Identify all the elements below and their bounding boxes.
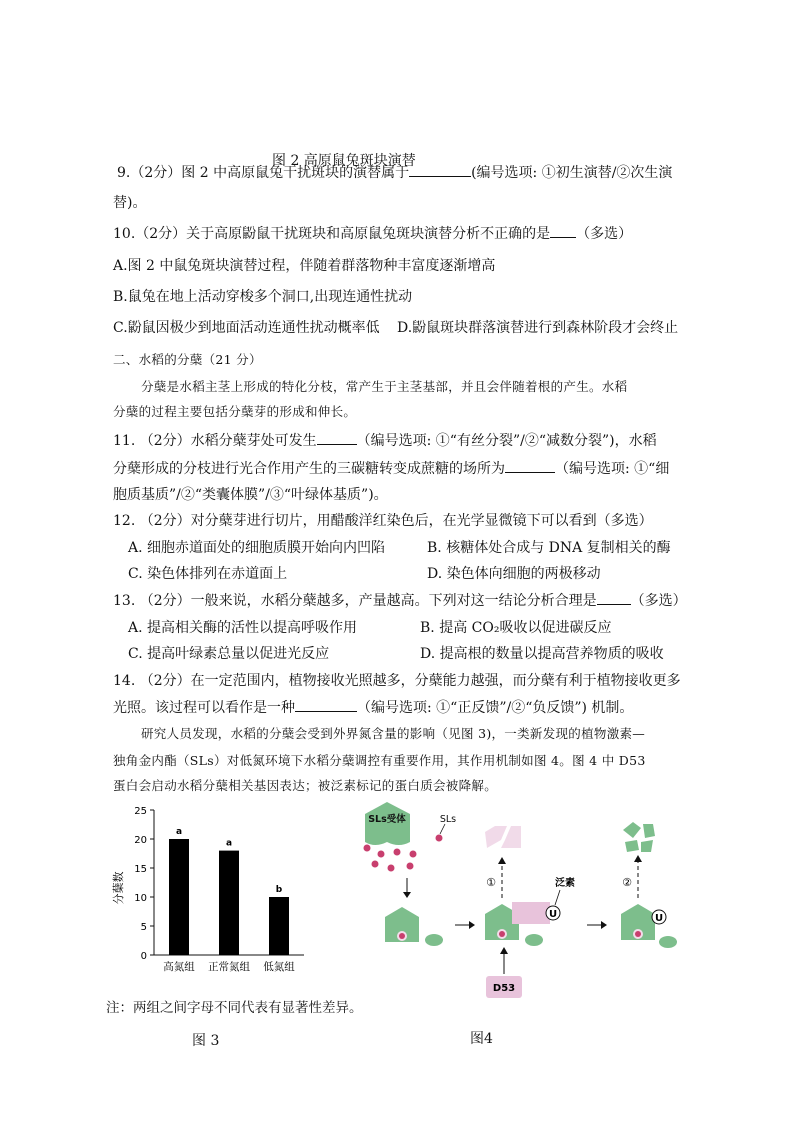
- bar-data-label: a: [225, 838, 233, 849]
- sls-bound-3: [635, 931, 641, 937]
- fragment: [625, 840, 639, 852]
- question-10-option-d: D.鼢鼠斑块群落演替进行到森林阶段才会终止: [397, 320, 679, 336]
- fragment: [641, 840, 653, 852]
- question-11-blank-1[interactable]: [317, 430, 357, 445]
- x-tick-label: 高氮组: [163, 961, 195, 973]
- research-line2: 独角金内酯（SLs）对低氮环境下水稻分蘖调控有重要作用，其作用机制如图 4。图 4 中 D53: [113, 753, 646, 768]
- bar: [169, 839, 189, 955]
- d53-protein-3: [659, 936, 677, 948]
- question-9-blank[interactable]: [409, 162, 471, 177]
- ubiquitin-ligase: [512, 902, 550, 924]
- figure-2-caption: 图 2 高原鼠兔斑块演替: [272, 153, 416, 169]
- research-line1: 研究人员发现，水稻的分蘖会受到外界氮含量的影响（见图 3)，一类新发现的植物激素—: [141, 726, 646, 741]
- figure-3-note: 注：两组之间字母不同代表有显著性差异。: [106, 1000, 363, 1016]
- question-9-line1: [117, 162, 672, 182]
- bar-data-label: a: [175, 827, 183, 837]
- figure-3-caption: 图 3: [192, 1033, 220, 1049]
- question-13-option-b: B. 提高 CO₂吸收以促进碳反应: [420, 620, 612, 636]
- section-2-title: 二、水稻的分蘖（21 分）: [113, 352, 262, 367]
- sls-dot: [410, 851, 417, 858]
- arrow-1-head: [469, 921, 475, 929]
- bar: [269, 897, 289, 955]
- figure-4-mechanism-diagram: [355, 802, 695, 1007]
- sls-dot: [378, 851, 385, 858]
- ubiquitin-pointer-line: [555, 890, 560, 905]
- chart-plot-area: [134, 806, 304, 973]
- down-arrow-head: [403, 892, 411, 898]
- question-13-option-d: D. 提高根的数量以提高营养物质的吸收: [420, 646, 664, 662]
- x-tick-label: 低氮组: [263, 961, 295, 973]
- y-axis-label: 分蘖数: [112, 871, 125, 905]
- degraded-receptor-faded: [485, 826, 521, 848]
- question-10-text-b: （多选）: [576, 226, 633, 242]
- section-2-intro-line2: 分蘖的过程主要包括分蘖芽的形成和伸长。: [113, 404, 357, 419]
- sls-dot: [436, 835, 443, 842]
- arrow-2-head: [601, 921, 607, 929]
- d53-label: D53: [492, 983, 516, 994]
- question-14-text-a: 光照。该过程可以看作是一种: [113, 700, 295, 716]
- y-tick-label: 0: [140, 951, 147, 962]
- question-11-text-a: 11. （2分）水稻分蘖芽处可发生: [113, 433, 317, 449]
- question-13-option-a: A. 提高相关酶的活性以提高呼吸作用: [128, 620, 358, 636]
- question-11-line3: 胞质基质”/②“类囊体膜”/③“叶绿体基质”)。: [113, 487, 388, 503]
- question-13-text-b: （多选）: [630, 593, 687, 609]
- bar: [219, 851, 239, 955]
- figure-3-bar-chart: [110, 800, 310, 982]
- sls-dot: [407, 863, 414, 870]
- sls-dot: [364, 845, 371, 852]
- sls-dot: [388, 865, 395, 872]
- question-14-line2: [113, 697, 633, 717]
- question-11-line1: [113, 430, 657, 450]
- d53-protein-1: [425, 934, 443, 946]
- y-tick-label: 20: [134, 835, 147, 846]
- degraded-d53-fragments: [623, 822, 655, 852]
- question-12-option-b: B. 核糖体处合成与 DNA 复制相关的酶: [427, 540, 671, 556]
- sls-bound-1: [399, 933, 405, 939]
- sls-dot: [394, 849, 401, 856]
- question-14-line1: 14. （2分）在一定范围内，植物接收光照越多，分蘖能力越强，而分蘖有利于植物接收更多: [113, 673, 681, 689]
- sls-pointer-line: [440, 824, 445, 834]
- sls-receptor-label: SLs受体: [368, 814, 406, 825]
- figure-4-caption: 图4: [470, 1031, 493, 1047]
- step-1-arrow-head: [498, 857, 506, 864]
- y-tick-label: 15: [134, 864, 147, 875]
- question-11-text-c: 分蘖形成的分枝进行光合作用产生的三碳糖转变成蔗糖的场所为: [113, 461, 505, 477]
- fragment: [623, 822, 641, 838]
- sls-dot: [372, 861, 379, 868]
- sls-bound-2: [499, 931, 505, 937]
- question-9-text-a: 9.（2分）图 2 中高原鼠兔干扰斑块的演替属于: [117, 165, 410, 181]
- bar-data-label: b: [275, 885, 283, 895]
- question-11-line2: [113, 458, 669, 478]
- question-10-option-a: A.图 2 中鼠兔斑块演替过程，伴随着群落物种丰富度逐渐增高: [113, 258, 496, 274]
- question-10-option-b: B.鼠兔在地上活动穿梭多个洞口,出现连通性扰动: [113, 289, 413, 305]
- question-10-blank[interactable]: [550, 223, 576, 238]
- question-11-blank-2[interactable]: [505, 458, 555, 473]
- question-10-stem: [113, 223, 632, 243]
- question-13-option-c: C. 提高叶绿素总量以促进光反应: [128, 646, 330, 662]
- question-9-line2: 替)。: [113, 195, 147, 211]
- question-11-text-b: （编号选项: ①“有丝分裂”/②“减数分裂”)，水稻: [356, 433, 657, 449]
- ubiquitin-u-2: U: [654, 913, 664, 924]
- question-14-text-b: （编号选项: ①“正反馈”/②“负反馈”) 机制。: [357, 700, 634, 716]
- ubiquitin-u-1: U: [548, 909, 558, 920]
- section-2-intro-line1: 分蘖是水稻主茎上形成的特化分枝，常产生于主茎基部，并且会伴随着根的产生。水稻: [141, 379, 628, 394]
- fragment: [643, 824, 655, 838]
- question-12-option-a: A. 细胞赤道面处的细胞质膜开始向内凹陷: [128, 540, 386, 556]
- question-10-option-c: C.鼢鼠因极少到地面活动连通性扰动概率低: [113, 320, 380, 336]
- question-11-text-d: （编号选项: ①“细: [555, 461, 670, 477]
- y-tick-label: 5: [140, 922, 147, 933]
- sls-receptor-body: [365, 828, 410, 845]
- question-14-blank[interactable]: [295, 697, 357, 712]
- question-12-option-c: C. 染色体排列在赤道面上: [128, 566, 288, 582]
- x-tick-label: 正常氮组: [208, 961, 250, 973]
- step-2-arrow-head: [634, 855, 642, 862]
- y-tick-label: 10: [134, 893, 147, 904]
- question-10-text-a: 10.（2分）关于高原鼢鼠干扰斑块和高原鼠兔斑块演替分析不正确的是: [113, 226, 551, 242]
- question-12-option-d: D. 染色体向细胞的两极移动: [427, 566, 601, 582]
- d53-protein-2: [525, 934, 543, 946]
- question-9-text-b: (编号选项: ①初生演替/②次生演: [471, 165, 673, 181]
- d53-arrow-head: [500, 947, 508, 954]
- step-2-label: ②: [622, 876, 632, 889]
- research-line3: 蛋白会启动水稻分蘖相关基因表达；被泛素标记的蛋白质会被降解。: [113, 778, 498, 793]
- question-13-text-a: 13. （2分）一般来说，水稻分蘖越多，产量越高。下列对这一结论分析合理是: [113, 593, 597, 609]
- sls-label: SLs: [439, 814, 457, 825]
- question-13-blank[interactable]: [597, 590, 631, 605]
- step-1-label: ①: [486, 876, 496, 889]
- ubiquitin-label: 泛素: [555, 878, 575, 889]
- y-tick-label: 25: [134, 806, 147, 817]
- question-13-stem: [113, 590, 687, 610]
- question-12-stem: 12. （2分）对分蘖芽进行切片，用醋酸洋红染色后，在光学显微镜下可以看到（多选）: [113, 513, 653, 529]
